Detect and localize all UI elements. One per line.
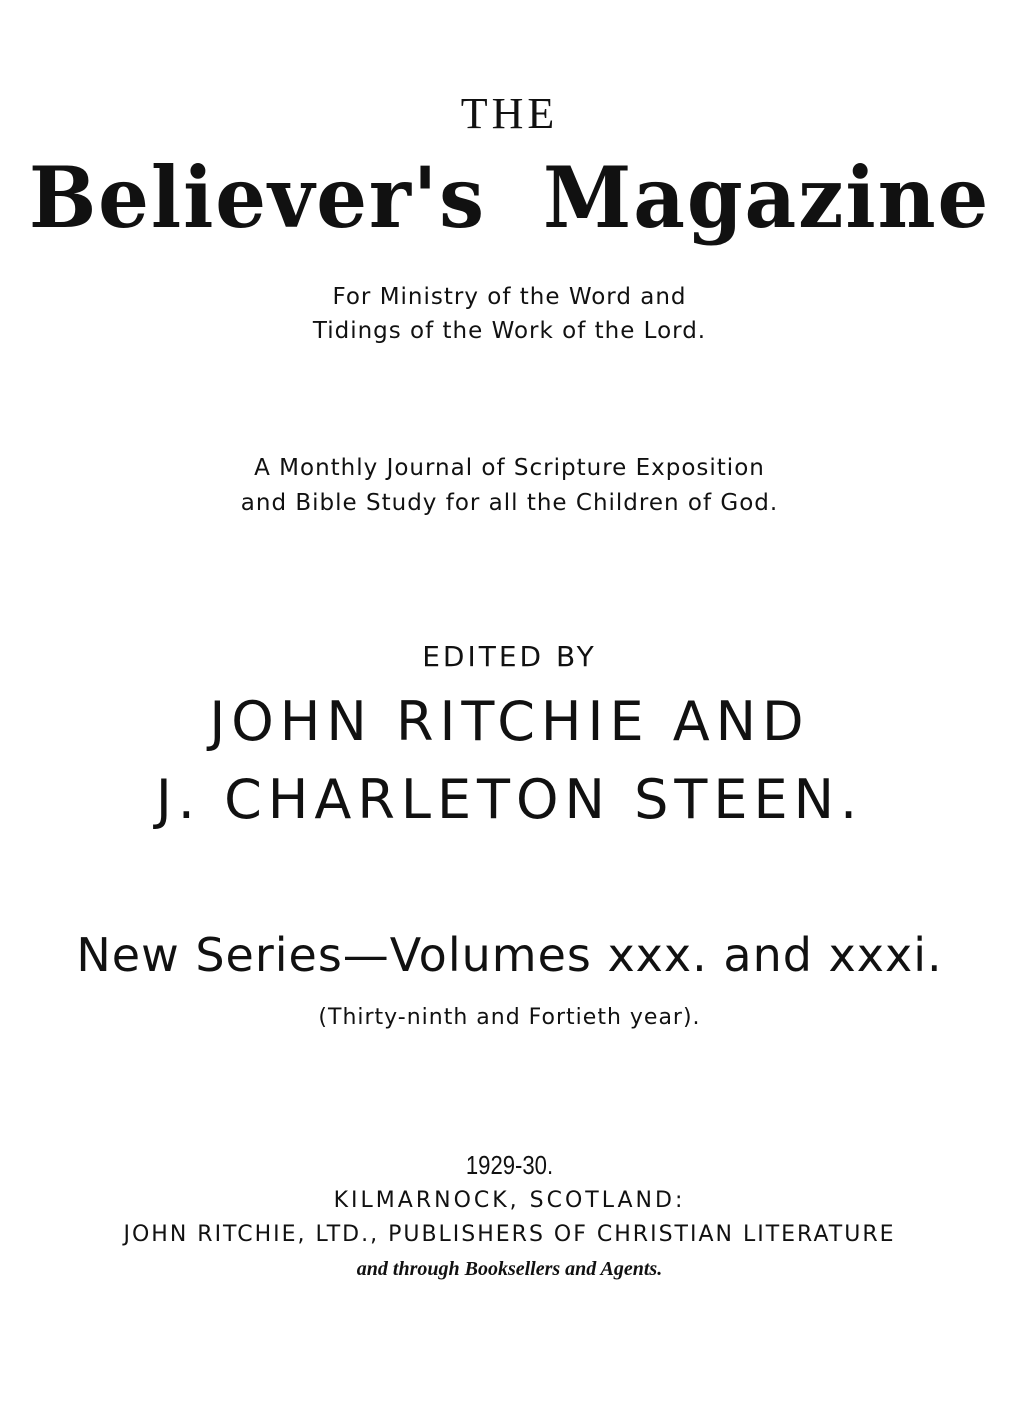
description-line-1: A Monthly Journal of Scripture Exposition — [254, 455, 765, 481]
editor-names-line-1: JOHN RITCHIE AND — [209, 690, 810, 753]
masthead-word-believers: Believer's — [28, 148, 487, 247]
editor-names-line-2: J. CHARLETON STEEN. — [155, 768, 864, 831]
series-year-note: (Thirty-ninth and Fortieth year). — [318, 1005, 701, 1030]
subtitle-line-1: For Ministry of the Word and — [332, 284, 687, 310]
publication-years: 1929-30. — [465, 1150, 554, 1180]
series-volumes: New Series—Volumes xxx. and xxxi. — [76, 928, 943, 982]
publication-place: KILMARNOCK, SCOTLAND: — [333, 1188, 686, 1213]
description-line-2: and Bible Study for all the Children of God. — [240, 490, 779, 516]
edited-by-label: EDITED BY — [422, 640, 597, 673]
publisher-name: JOHN RITCHIE, LTD., PUBLISHERS OF CHRISTIAN LITERATURE — [123, 1222, 896, 1247]
distribution-note: and through Booksellers and Agents. — [356, 1258, 663, 1280]
masthead-word-magazine: Magazine — [543, 148, 991, 247]
heading-the: THE — [460, 89, 559, 138]
magazine-masthead — [25, 148, 993, 247]
subtitle-line-2: Tidings of the Work of the Lord. — [312, 318, 707, 344]
